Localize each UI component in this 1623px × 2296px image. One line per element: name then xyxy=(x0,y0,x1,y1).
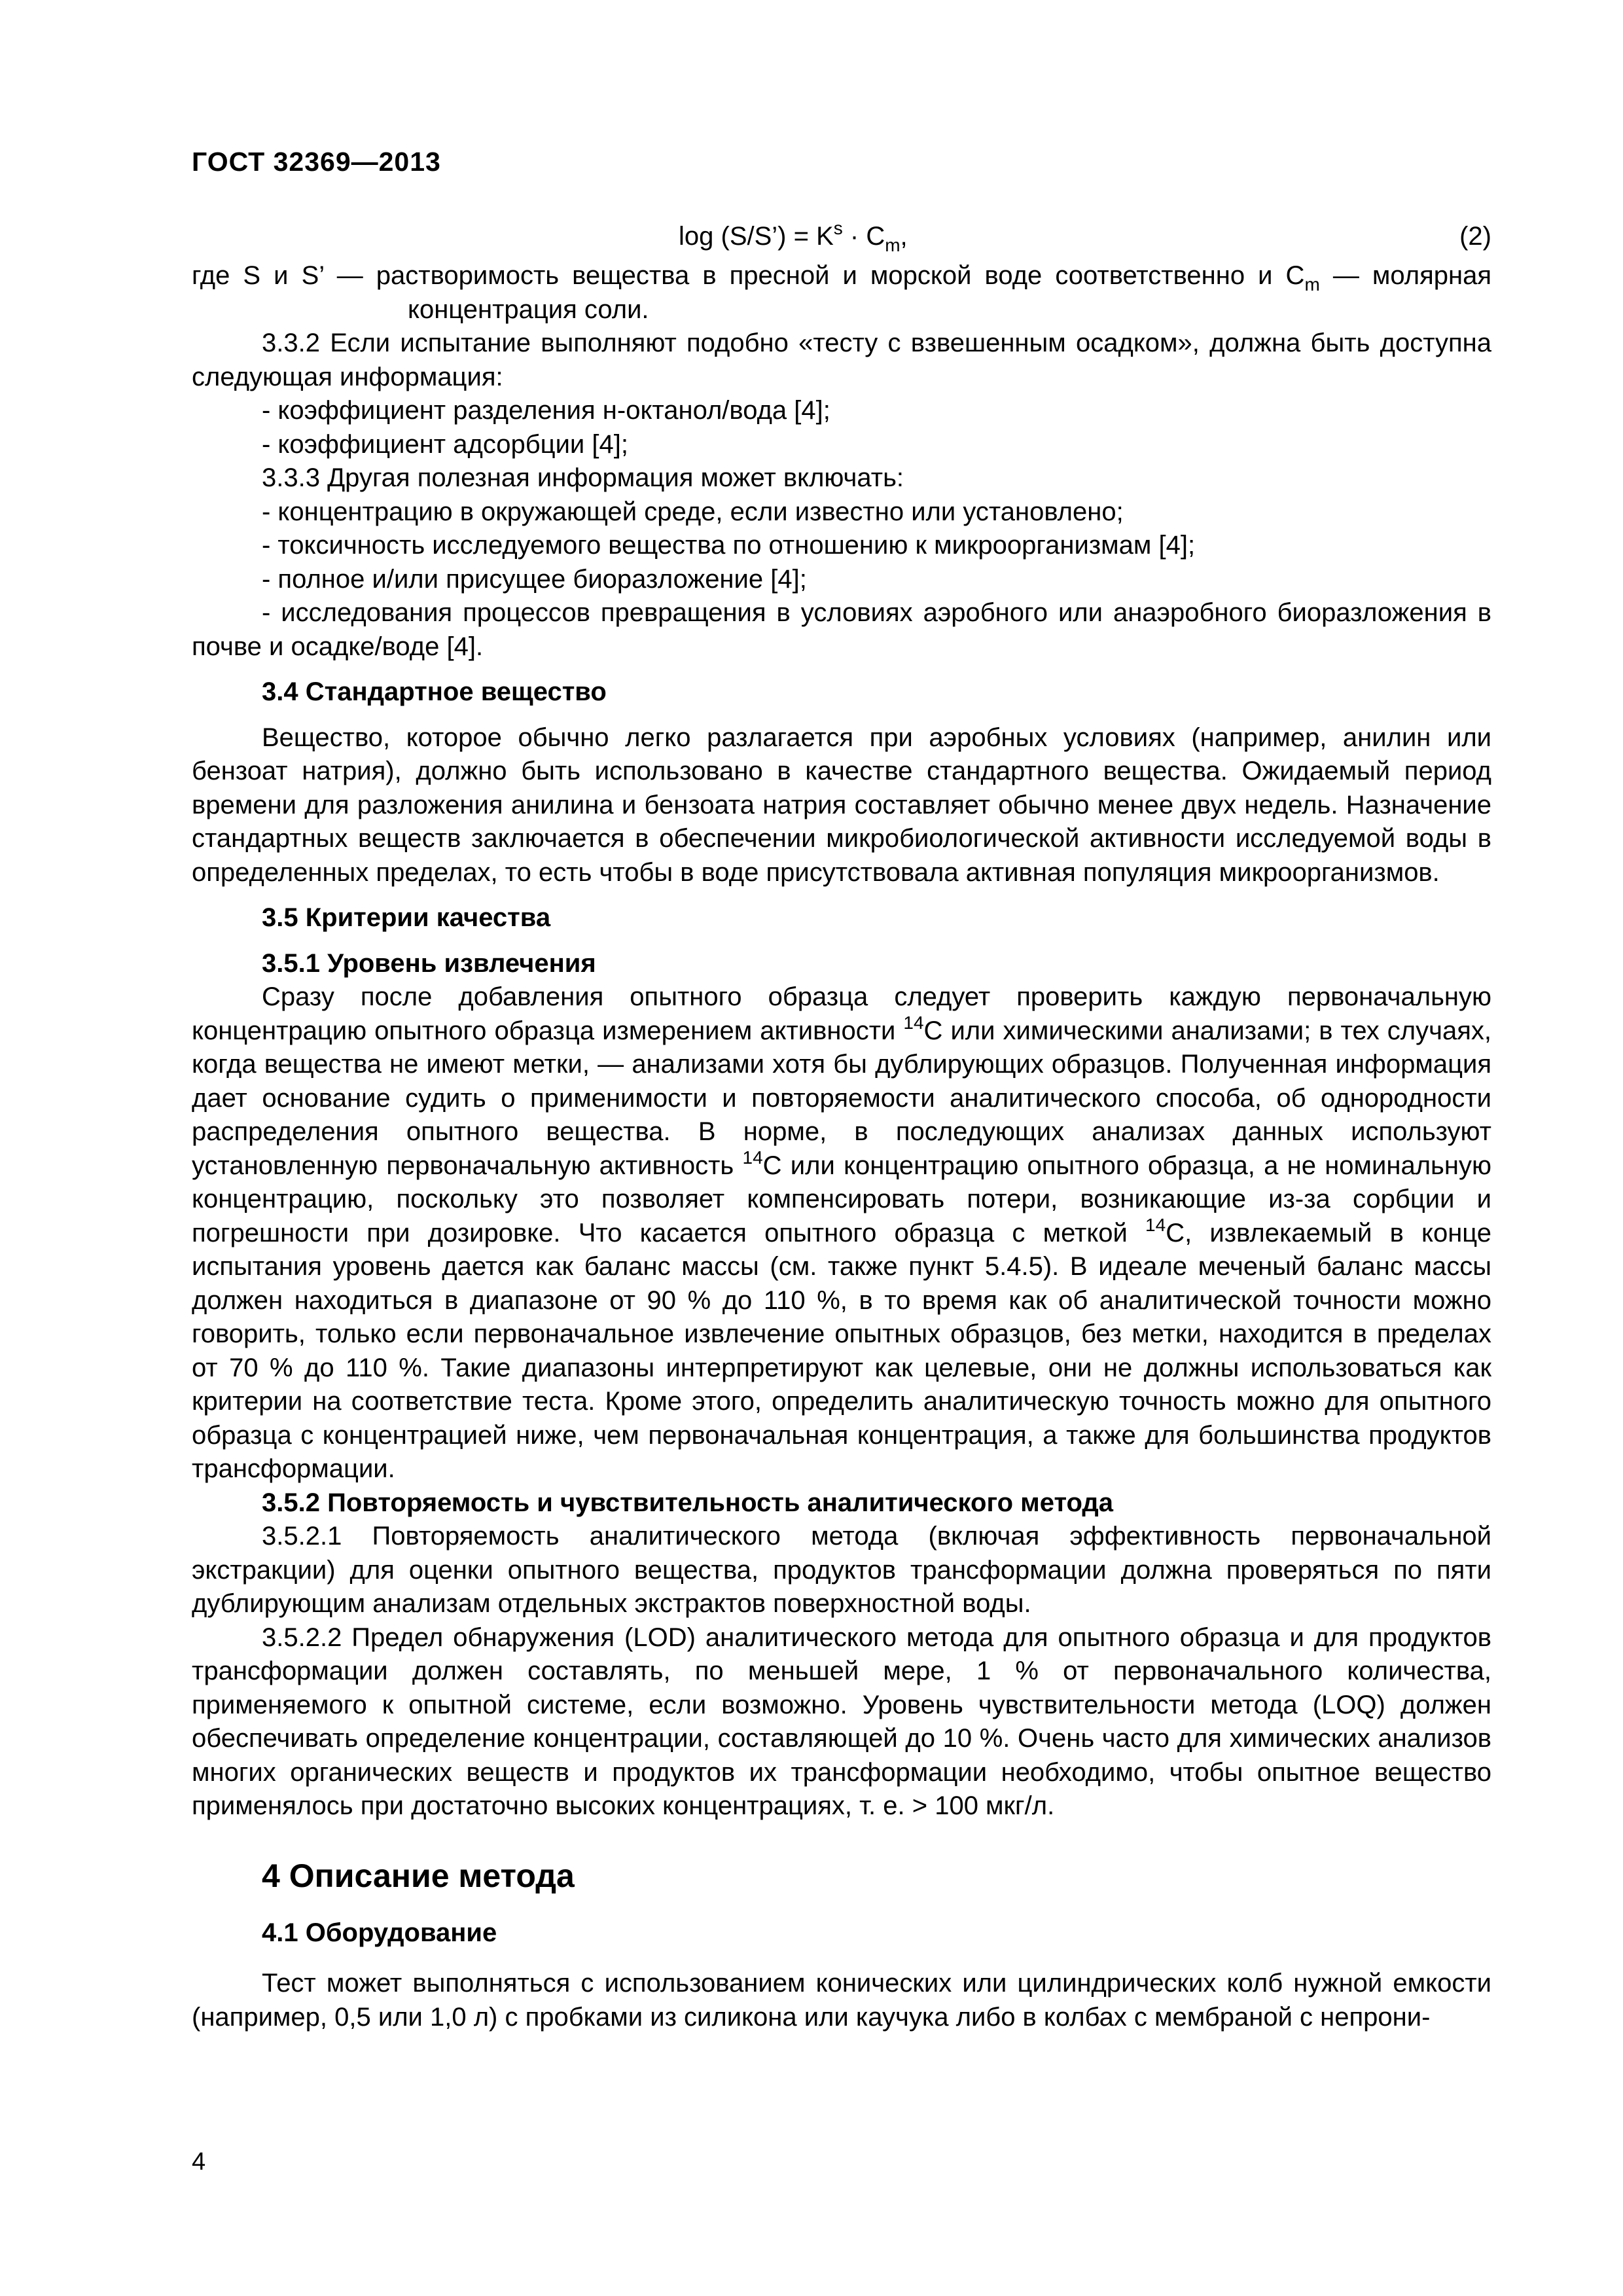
section-4-1-heading: 4.1 Оборудование xyxy=(262,1918,497,1947)
isotope-superscript: 14 xyxy=(1145,1214,1166,1235)
isotope-superscript: 14 xyxy=(903,1012,924,1033)
list-item: - полное и/или присущее биоразложение [4]; xyxy=(262,564,807,594)
formula-subscript: m xyxy=(885,235,901,255)
section-3-5-1-text xyxy=(192,980,1491,1486)
formula-2 xyxy=(192,220,1491,259)
list-item: - исследования процессов превращения в условиях аэробного или анаэробного биоразложения в почве и осадке/воде [4]. xyxy=(192,598,1491,661)
paragraph-3-3-2: 3.3.2 Если испытание выполняют подобно «тесту с взвешенным осадком», должна быть доступна следующая информация: xyxy=(192,329,1491,391)
explanation-text-b: — молярная концентрация соли. xyxy=(408,261,1491,324)
list-item: - концентрацию в окружающей среде, если известно или установлено; xyxy=(262,497,1124,526)
text-run: C, извлекаемый в конце испытания уровень дается как баланс массы (см. также пункт 5.4.5). В идеале меченый баланс массы должен находиться в диапазоне от 90 % до 110 %, в то время как об аналитической точности можно говорить, только если первоначальное извлечение опытных образцов, без метки, находится в пределах от 70 % до 110 %. Такие диапазоны интерпретируют как целевые, они не должны использоваться как критерии на соответствие теста. Кроме этого, определить аналитическую точность можно для опытного образца с концентрацией ниже, чем первоначальная концентрация, а также для большинства продуктов трансформации. xyxy=(192,1218,1491,1483)
list-item: - токсичность исследуемого вещества по отношению к микроорганизмам [4]; xyxy=(262,531,1196,560)
text-run: C или концентрацию опытного образца, а не номинальную концентрацию, поскольку это позволяет компенсировать потери, возникающие из-за сорбции и погрешности при дозировке. Что касается опытного образца с меткой xyxy=(192,1151,1491,1247)
section-4-1-text: Тест может выполняться с использованием конических или цилиндрических колб нужной емкости (например, 0,5 или 1,0 л) с пробками из силикона или каучука либо в колбах с мембраной с непрони- xyxy=(192,1969,1491,2032)
formula-left: log (S/S’) = K xyxy=(679,222,834,251)
formula-expression xyxy=(679,220,908,254)
formula-end: , xyxy=(900,222,908,251)
list-item: - коэффициент адсорбции [4]; xyxy=(262,429,628,459)
section-4-heading: 4 Описание метода xyxy=(262,1857,575,1894)
paragraph-3-5-2-1: 3.5.2.1 Повторяемость аналитического метода (включая эффективность первоначальной экстракции) для оценки опытного вещества, продуктов трансформации должна проверяться по пяти дублирующим анализам отдельных экстрактов поверхностной воды. xyxy=(192,1522,1491,1618)
formula-superscript: s xyxy=(833,218,843,238)
document-body xyxy=(192,220,1491,2034)
list-item: - коэффициент разделения н-октанол/вода [4]; xyxy=(262,396,830,425)
isotope-superscript: 14 xyxy=(742,1147,763,1168)
section-3-5-heading: 3.5 Критерии качества xyxy=(262,903,551,932)
formula-explanation xyxy=(192,259,1491,327)
explanation-text-a: где S и S’ — растворимость вещества в пресной и морской воде соответственно и C xyxy=(192,261,1305,290)
formula-middle: · C xyxy=(842,222,885,251)
text-run: Сразу после добавления опытного образца следует проверить каждую первоначальную концентрацию опытного образца измерением активности xyxy=(192,982,1491,1045)
section-3-4-text: Вещество, которое обычно легко разлагается при аэробных условиях (например, анилин или бензоат натрия), должно быть использовано в качестве стандартного вещества. Ожидаемый период времени для разложения анилина и бензоата натрия составляет обычно менее двух недель. Назначение стандартных веществ заключается в обеспечении микробиологической активности исследуемой воды в определенных пределах, то есть чтобы в воде присутствовала активная популяция микроорганизмов. xyxy=(192,723,1491,887)
paragraph-3-5-2-2: 3.5.2.2 Предел обнаружения (LOD) аналитического метода для опытного образца и для продуктов трансформации должен составлять, по меньшей мере, 1 % от первоначального количества, применяемого к опытной системе, если возможно. Уровень чувствительности метода (LOQ) должен обеспечивать определение концентрации, составляющей до 10 %. Очень часто для химических анализов многих органических веществ и продуктов их трансформации необходимо, чтобы опытное вещество применялось при достаточно высоких концентрациях, т. е. > 100 мкг/л. xyxy=(192,1623,1491,1820)
section-3-5-2-heading: 3.5.2 Повторяемость и чувствительность аналитического метода xyxy=(262,1488,1114,1517)
text-run: C или химическими анализами; в тех случаях, когда вещества не имеют метки, — анализами хотя бы дублирующих образцов. Полученная информация дает основание судить о применимости и повторяемости аналитического способа, об однородности распределения опытного вещества. В норме, в последующих анализах данных используют установленную первоначальную активность xyxy=(192,1016,1491,1180)
explanation-subscript: m xyxy=(1304,274,1320,295)
section-3-5-1-heading: 3.5.1 Уровень извлечения xyxy=(262,948,596,978)
formula-number: (2) xyxy=(1459,222,1491,251)
paragraph-3-3-3: 3.3.3 Другая полезная информация может включать: xyxy=(262,463,904,492)
page-number: 4 xyxy=(192,2148,206,2176)
section-3-4-heading: 3.4 Стандартное вещество xyxy=(262,677,607,706)
document-header: ГОСТ 32369—2013 xyxy=(192,147,441,177)
